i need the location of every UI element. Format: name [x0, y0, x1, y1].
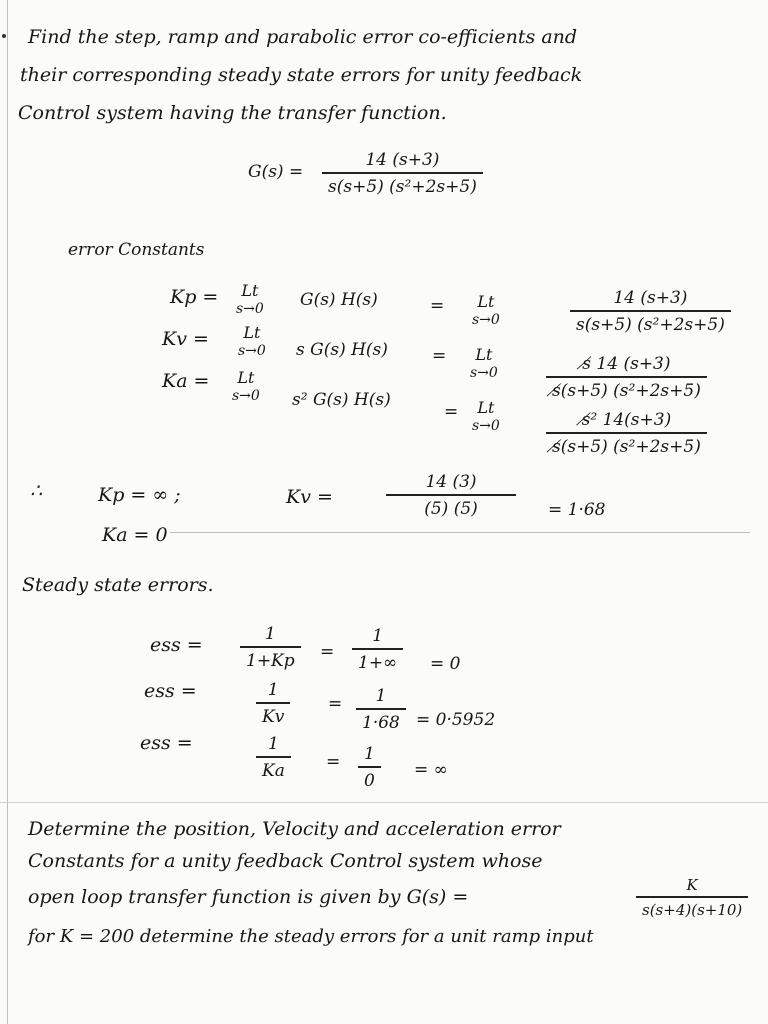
ess-row2-fraction2 [356, 686, 406, 733]
section-divider [0, 802, 768, 803]
ka-equals: = [444, 402, 459, 422]
numerator: 1 [267, 680, 279, 700]
ess-row1-fraction2 [352, 626, 403, 673]
limit-bottom: s→0 [232, 388, 260, 404]
kp-label: Kp = [170, 286, 219, 308]
ess-row3-fraction2 [358, 744, 381, 791]
kv-limit [238, 323, 266, 361]
limit-bottom: s→0 [236, 301, 264, 317]
ess-row1-fraction1 [240, 624, 301, 671]
ess-row3-equals: = [326, 752, 341, 772]
kv-fraction [546, 354, 707, 401]
kv-expression: s G(s) H(s) [296, 340, 388, 360]
ess-row1-label: ess = [150, 634, 203, 656]
kp-numerator: 14 (s+3) [613, 288, 688, 308]
denominator: Ka [262, 760, 285, 781]
gs-fraction [322, 150, 483, 197]
limit-top: Lt [477, 398, 495, 417]
ess-row3-label: ess = [140, 732, 193, 754]
denominator: Kv [262, 706, 285, 727]
denominator: 1+Kp [246, 650, 295, 671]
kv-limit2 [470, 345, 498, 383]
ess-row2-label: ess = [144, 680, 197, 702]
ess-row2-fraction1 [256, 680, 290, 727]
ess-row1-value: = 0 [430, 654, 461, 674]
problem1-line1: Find the step, ramp and parabolic error co-efficients and [28, 26, 578, 48]
limit-top: Lt [243, 323, 261, 342]
kv-result-numerator: 14 (3) [425, 472, 477, 492]
ess-row3-value: = ∞ [414, 760, 448, 780]
margin-line [7, 0, 8, 1024]
denominator: 1+∞ [358, 652, 398, 673]
problem2-line2: Constants for a unity feedback Control system whose [28, 850, 543, 872]
limit-top: Lt [477, 292, 495, 311]
ka-result: Ka = 0 [102, 524, 168, 546]
error-constants-heading: error Constants [68, 240, 205, 260]
ka-fraction [546, 410, 707, 457]
ess-row1-equals: = [320, 642, 335, 662]
ess-row3-fraction1 [256, 734, 291, 781]
ka-numerator: s̸² 14(s+3) [581, 410, 672, 430]
numerator: 1 [264, 624, 276, 644]
limit-top: Lt [475, 345, 493, 364]
steady-state-heading: Steady state errors. [22, 574, 214, 596]
gs-numerator: 14 (s+3) [365, 150, 440, 170]
problem2-gs-fraction [636, 876, 748, 919]
problem2-line4: for K = 200 determine the steady errors for a unit ramp input [28, 926, 594, 947]
denominator: 0 [364, 770, 375, 791]
limit-top: Lt [241, 281, 259, 300]
kv-label: Kv = [162, 328, 209, 350]
kp-result: Kp = ∞ ; [98, 484, 181, 506]
therefore-symbol: ∴ [30, 480, 43, 502]
ka-expression: s² G(s) H(s) [292, 390, 391, 410]
kv-denominator: s̸(s+5) (s²+2s+5) [552, 380, 701, 401]
kv-equals: = [432, 346, 447, 366]
limit-bottom: s→0 [472, 418, 500, 434]
ess-row2-value: = 0·5952 [416, 710, 496, 730]
problem2-gs-numerator: K [686, 876, 698, 894]
ka-label: Ka = [162, 370, 210, 392]
kv-result-label: Kv = [286, 486, 333, 508]
kv-result-denominator: (5) (5) [424, 498, 478, 519]
problem2-line1: Determine the position, Velocity and acceleration error [28, 818, 561, 840]
kv-result-fraction [386, 472, 516, 519]
problem1-line2: their corresponding steady state errors for unity feedback [20, 64, 583, 86]
ka-denominator: s̸(s+5) (s²+2s+5) [552, 436, 701, 457]
kv-numerator: s̸ 14 (s+3) [582, 354, 671, 374]
limit-bottom: s→0 [238, 343, 266, 359]
numerator: 1 [268, 734, 279, 754]
limit-bottom: s→0 [470, 365, 498, 381]
kp-limit2 [472, 292, 500, 330]
ka-limit2 [472, 398, 500, 436]
kp-denominator: s(s+5) (s²+2s+5) [576, 314, 725, 335]
ess-row2-equals: = [328, 694, 343, 714]
section-rule [170, 532, 750, 533]
numerator: 1 [375, 686, 387, 706]
limit-bottom: s→0 [472, 312, 500, 328]
kp-equals: = [430, 296, 445, 316]
gs-label: G(s) = [248, 162, 304, 182]
limit-top: Lt [237, 368, 255, 387]
problem2-gs-denominator: s(s+4)(s+10) [642, 900, 743, 919]
kv-result-value: = 1·68 [548, 500, 606, 520]
kp-limit [236, 281, 264, 319]
kp-fraction [570, 288, 731, 335]
problem2-line3: open loop transfer function is given by G(s) = [28, 886, 469, 908]
problem1-line3: Control system having the transfer function. [18, 102, 447, 124]
kp-expression: G(s) H(s) [300, 290, 378, 310]
numerator: 1 [364, 744, 375, 764]
denominator: 1·68 [362, 712, 400, 733]
numerator: 1 [372, 626, 384, 646]
gs-denominator: s(s+5) (s²+2s+5) [328, 176, 477, 197]
ka-limit [232, 368, 260, 406]
margin-mark [2, 34, 6, 38]
